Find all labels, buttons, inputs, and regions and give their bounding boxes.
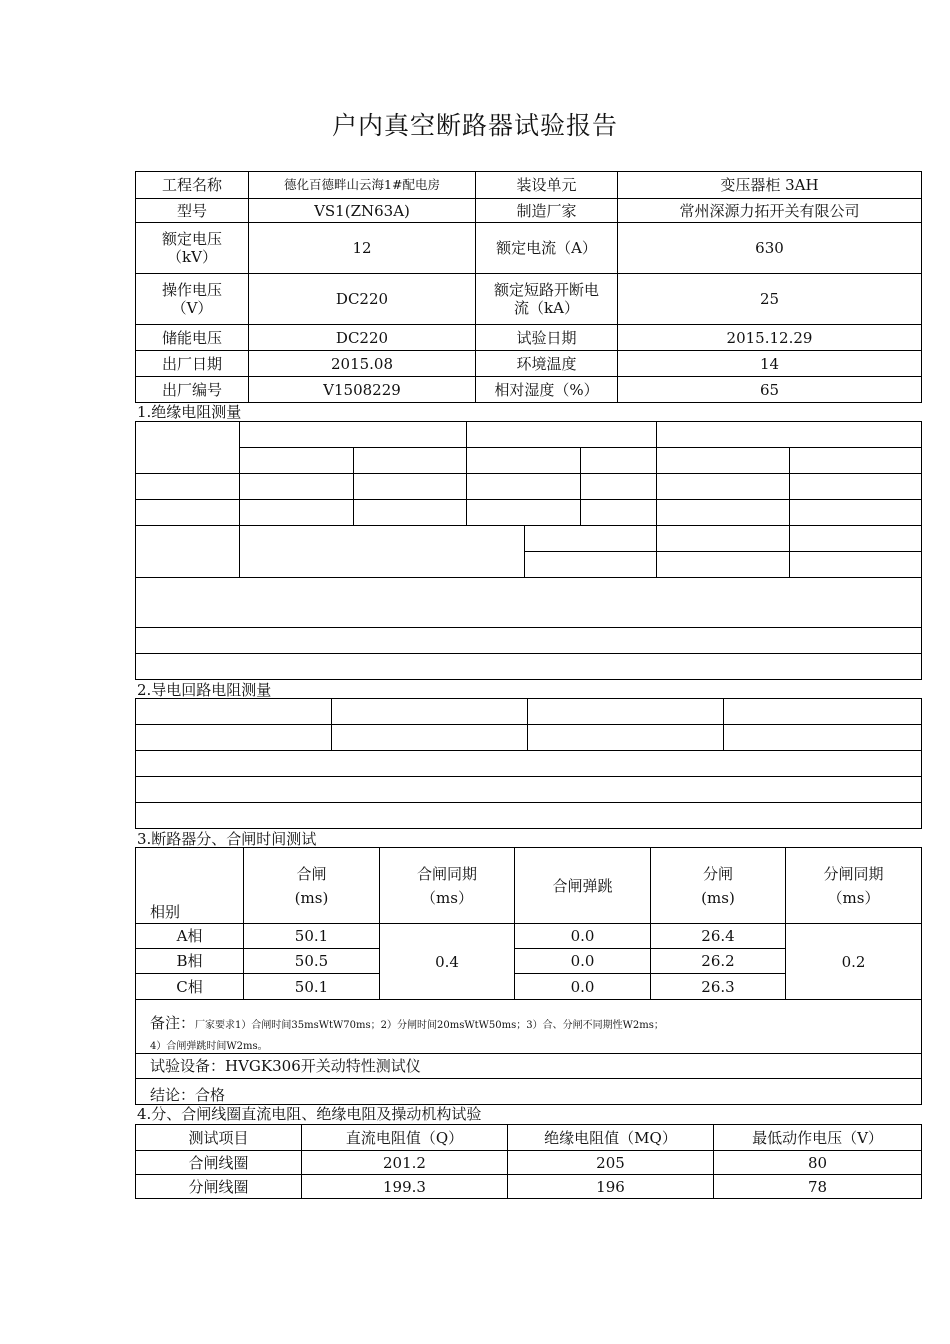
coil-row-name: 合闸线圈 — [136, 1151, 302, 1175]
maker-value: 常州深源力拓开关有限公司 — [618, 199, 922, 223]
rated-current-value: 630 — [618, 223, 922, 274]
note-cell — [136, 1000, 922, 1054]
ins-cell — [657, 422, 922, 448]
loop-cell — [528, 725, 724, 751]
loop-cell — [332, 699, 528, 725]
loop-cell — [136, 777, 922, 803]
rated-voltage-label-line2: （kV） — [167, 248, 217, 266]
project-name-value: 德化百德畔山云海1#配电房 — [249, 172, 476, 199]
close-sync-header — [380, 848, 515, 924]
ins-cell — [136, 654, 922, 680]
ins-cell — [657, 500, 790, 526]
op-voltage-label — [136, 274, 249, 325]
coil-row-ins: 205 — [508, 1151, 714, 1175]
section2-title: 2.导电回路电阻测量 — [137, 681, 272, 699]
ins-cell — [467, 500, 581, 526]
temp-label: 环境温度 — [476, 351, 618, 377]
coil-header-ins: 绝缘电阻值（MQ） — [508, 1125, 714, 1151]
ins-cell — [790, 526, 922, 552]
ins-cell — [136, 578, 922, 628]
close-sync-value: 0.4 — [380, 924, 515, 1000]
coil-row-dc: 199.3 — [302, 1175, 508, 1199]
insulation-table — [135, 421, 922, 680]
close-sync-header-label: 合闸同期 — [416, 864, 477, 883]
ins-cell — [525, 552, 657, 578]
ins-cell — [136, 474, 240, 500]
ins-cell — [657, 474, 790, 500]
ins-cell — [525, 526, 657, 552]
ins-cell — [136, 526, 240, 578]
info-table — [135, 171, 922, 403]
ins-cell — [581, 474, 657, 500]
ins-cell — [581, 448, 657, 474]
open-sync-value: 0.2 — [786, 924, 922, 1000]
storage-voltage-label: 储能电压 — [136, 325, 249, 351]
open-sync-header — [786, 848, 922, 924]
coil-table — [135, 1124, 922, 1199]
ins-cell — [467, 448, 581, 474]
note-label: 备注： — [150, 1014, 196, 1032]
close-b: 50.5 — [244, 949, 380, 974]
op-voltage-value: DC220 — [249, 274, 476, 325]
ins-cell — [581, 500, 657, 526]
ins-cell — [467, 422, 657, 448]
short-circuit-label-line1: 额定短路开断电 — [493, 281, 599, 299]
open-header-unit: (ms) — [701, 888, 735, 907]
short-circuit-value: 25 — [618, 274, 922, 325]
close-a: 50.1 — [244, 924, 380, 949]
coil-header-item: 测试项目 — [136, 1125, 302, 1151]
op-voltage-label-line1: 操作电压 — [161, 281, 222, 299]
op-voltage-label-line2: （V） — [171, 299, 213, 317]
model-label: 型号 — [136, 199, 249, 223]
coil-row-dc: 201.2 — [302, 1151, 508, 1175]
humidity-value: 65 — [618, 377, 922, 403]
project-name-label: 工程名称 — [136, 172, 249, 199]
ins-cell — [657, 448, 790, 474]
close-header — [244, 848, 380, 924]
phase-a: A相 — [136, 924, 244, 949]
note-line2: 4）合闸弹跳时间W2ms。 — [150, 1041, 268, 1052]
factory-date-value: 2015.08 — [249, 351, 476, 377]
ins-cell — [467, 474, 581, 500]
coil-row-ins: 196 — [508, 1175, 714, 1199]
page-title: 户内真空断路器试验报告 — [331, 111, 618, 140]
bounce-a: 0.0 — [515, 924, 651, 949]
ins-cell — [790, 552, 922, 578]
note-line1: 厂家要求1）合闸时间35msWtW70ms；2）分闸时间20msWtW50ms；3）合、分闸不同期性W2ms； — [195, 1020, 664, 1031]
section1-title: 1.绝缘电阻测量 — [137, 403, 242, 421]
storage-voltage-value: DC220 — [249, 325, 476, 351]
ins-cell — [136, 628, 922, 654]
section4-title: 4.分、合闸线圈直流电阻、绝缘电阻及操动机构试验 — [137, 1105, 482, 1123]
bounce-b: 0.0 — [515, 949, 651, 974]
timing-table — [135, 847, 922, 1105]
open-c: 26.3 — [651, 974, 786, 1000]
open-b: 26.2 — [651, 949, 786, 974]
serial-value: V1508229 — [249, 377, 476, 403]
maker-label: 制造厂家 — [476, 199, 618, 223]
factory-date-label: 出厂日期 — [136, 351, 249, 377]
loop-cell — [136, 699, 332, 725]
loop-cell — [332, 725, 528, 751]
ins-cell — [354, 448, 467, 474]
open-sync-header-unit: （ms） — [827, 888, 880, 907]
bounce-c: 0.0 — [515, 974, 651, 1000]
ins-cell — [354, 474, 467, 500]
loop-resistance-table — [135, 698, 922, 829]
ins-cell — [790, 474, 922, 500]
open-header-label: 分闸 — [702, 864, 733, 883]
temp-value: 14 — [618, 351, 922, 377]
phase-c: C相 — [136, 974, 244, 1000]
coil-row-voltage: 80 — [714, 1151, 922, 1175]
model-value: VS1(ZN63A) — [249, 199, 476, 223]
phase-header: 相别 — [136, 848, 244, 924]
equipment: 试验设备：HVGK306开关动特性测试仪 — [136, 1054, 922, 1079]
rated-current-label: 额定电流（A） — [476, 223, 618, 274]
close-c: 50.1 — [244, 974, 380, 1000]
loop-cell — [724, 699, 922, 725]
rated-voltage-label — [136, 223, 249, 274]
close-sync-header-unit: （ms） — [421, 888, 473, 907]
ins-cell — [790, 448, 922, 474]
short-circuit-label — [476, 274, 618, 325]
rated-voltage-label-line1: 额定电压 — [161, 230, 222, 248]
test-date-label: 试验日期 — [476, 325, 618, 351]
coil-header-voltage: 最低动作电压（V） — [714, 1125, 922, 1151]
ins-cell — [240, 526, 525, 578]
ins-cell — [240, 448, 354, 474]
open-sync-header-label: 分闸同期 — [823, 864, 884, 883]
close-header-label: 合闸 — [296, 864, 327, 883]
phase-b: B相 — [136, 949, 244, 974]
ins-cell — [657, 526, 790, 552]
serial-label: 出厂编号 — [136, 377, 249, 403]
coil-header-dc: 直流电阻值（Q） — [302, 1125, 508, 1151]
close-bounce-header: 合闸弹跳 — [515, 848, 651, 924]
loop-cell — [528, 699, 724, 725]
loop-cell — [136, 751, 922, 777]
open-header — [651, 848, 786, 924]
ins-cell — [240, 422, 467, 448]
conclusion: 结论：合格 — [136, 1079, 922, 1105]
ins-cell — [790, 500, 922, 526]
ins-cell — [136, 422, 240, 474]
test-date-value: 2015.12.29 — [618, 325, 922, 351]
coil-row-name: 分闸线圈 — [136, 1175, 302, 1199]
short-circuit-label-line2: 流（kA） — [514, 299, 579, 317]
open-a: 26.4 — [651, 924, 786, 949]
rated-voltage-value: 12 — [249, 223, 476, 274]
ins-cell — [136, 500, 240, 526]
unit-value: 变压器柜 3AH — [618, 172, 922, 199]
loop-cell — [724, 725, 922, 751]
ins-cell — [354, 500, 467, 526]
ins-cell — [240, 500, 354, 526]
loop-cell — [136, 803, 922, 829]
coil-row-voltage: 78 — [714, 1175, 922, 1199]
ins-cell — [657, 552, 790, 578]
loop-cell — [136, 725, 332, 751]
humidity-label: 相对湿度（%） — [476, 377, 618, 403]
unit-label: 装设单元 — [476, 172, 618, 199]
ins-cell — [240, 474, 354, 500]
close-header-unit: (ms) — [294, 888, 329, 907]
section3-title: 3.断路器分、合闸时间测试 — [137, 830, 317, 848]
